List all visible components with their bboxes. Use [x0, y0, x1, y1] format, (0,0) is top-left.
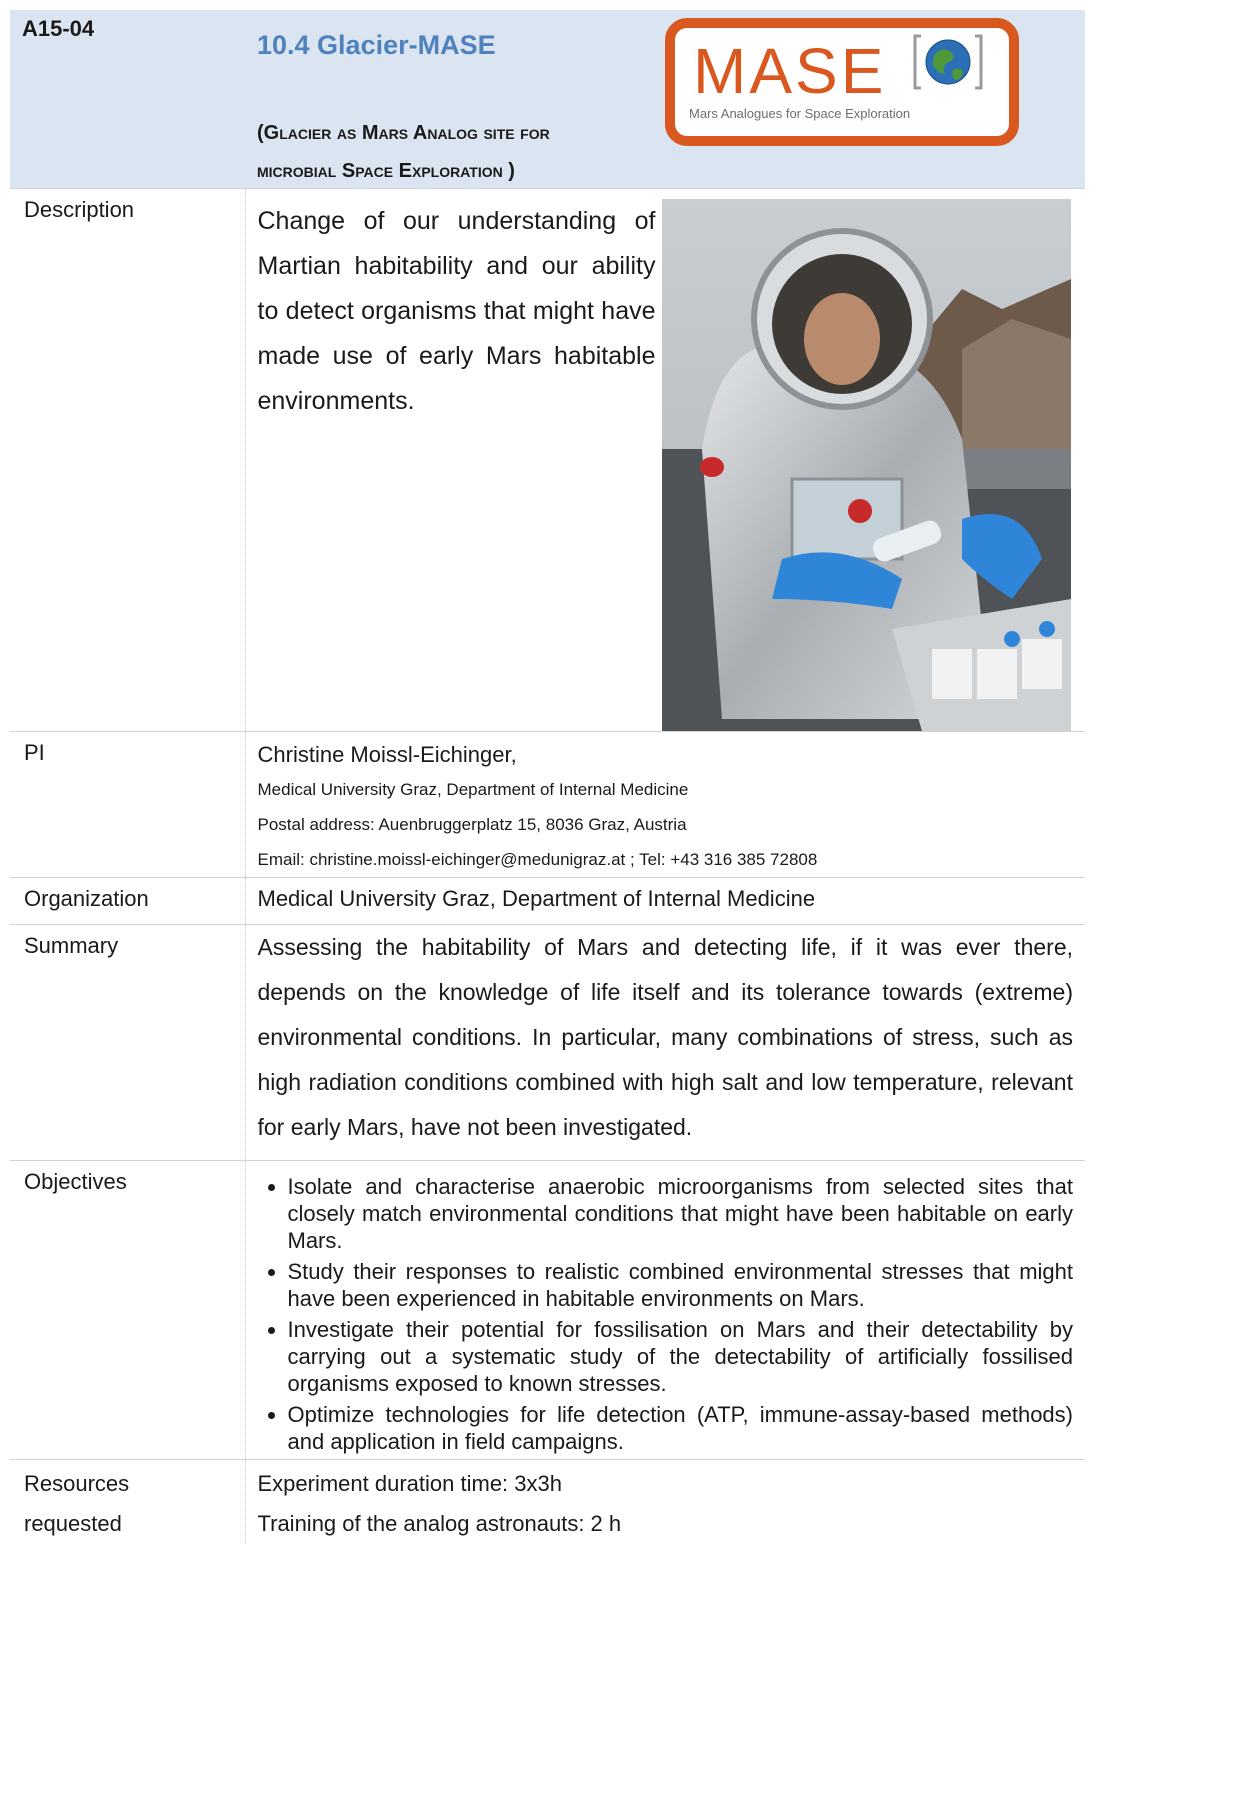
project-subtitle — [257, 114, 667, 190]
objectives-row — [10, 1161, 1085, 1460]
resources-label — [10, 1460, 245, 1545]
pi-contact: Email: christine.moissl-eichinger@medunigraz.at ; Tel: +43 316 385 72808 — [257, 850, 818, 869]
logo-wordmark: MASE — [693, 35, 887, 107]
objectives-cell — [245, 1161, 1085, 1460]
globe-icon — [913, 30, 983, 94]
summary-label: Summary — [10, 925, 245, 1161]
resource-training: Training of the analog astronauts: 2 h — [257, 1511, 622, 1536]
organization-value: Medical University Graz, Department of Internal Medicine — [257, 886, 816, 911]
objective-item: • Optimize technologies for life detection (ATP, immune-assay-based methods) and application in field campaigns. — [288, 1401, 1074, 1455]
description-row — [10, 189, 1085, 732]
resources-label-line-1: Resources — [24, 1471, 130, 1496]
pi-cell — [245, 732, 1085, 878]
resources-cell — [245, 1460, 1085, 1545]
description-label: Description — [10, 189, 245, 732]
astronaut-photo — [662, 199, 1071, 731]
pi-label: PI — [10, 732, 245, 878]
objective-item: • Isolate and characterise anaerobic microorganisms from selected sites that closely match environmental conditions that might have been habitable on early Mars. — [288, 1173, 1074, 1254]
objectives-label: Objectives — [10, 1161, 245, 1460]
objectives-list — [258, 1173, 1074, 1455]
organization-row — [10, 878, 1085, 925]
logo-tagline: Mars Analogues for Space Exploration — [689, 106, 911, 121]
summary-row — [10, 925, 1085, 1161]
summary-cell — [245, 925, 1085, 1161]
pi-affiliation: Medical University Graz, Department of Internal Medicine — [257, 780, 689, 799]
pi-row — [10, 732, 1085, 878]
summary-text: Assessing the habitability of Mars and detecting life, if it was ever there, depends on the knowledge of life itself and its tolerance towards (extreme) environmental conditions. In particular, many combinations of stress, such as high radiation conditions combined with high salt and low temperature, relevant for early Mars, have not been investigated. — [257, 934, 1073, 1140]
description-cell — [245, 189, 1085, 732]
mase-logo — [665, 18, 1019, 146]
project-code: A15-04 — [22, 16, 95, 41]
resource-duration: Experiment duration time: 3x3h — [257, 1471, 562, 1496]
pi-postal-address: Postal address: Auenbruggerplatz 15, 8036 Graz, Austria — [257, 815, 687, 834]
project-table — [10, 10, 1085, 1544]
pi-name: Christine Moissl-Eichinger, — [257, 742, 517, 767]
subtitle-line-2: microbial Space Exploration ) — [257, 160, 515, 182]
project-sheet — [10, 10, 1085, 1544]
resources-row — [10, 1460, 1085, 1545]
description-text: Change of our understanding of Martian habitability and our ability to detect organisms that might have made use of early Mars habitable environments. — [257, 207, 656, 415]
organization-label: Organization — [10, 878, 245, 925]
objective-item: • Study their responses to realistic combined environmental stresses that might have been experienced in habitable environments on Mars. — [288, 1258, 1074, 1312]
header-title-cell — [245, 10, 1085, 189]
organization-cell — [245, 878, 1085, 925]
header-code-cell — [10, 10, 245, 189]
resources-label-line-2: requested — [24, 1511, 122, 1536]
subtitle-line-1: (Glacier as Mars Analog site for — [257, 122, 550, 144]
project-title: 10.4 Glacier-MASE — [257, 30, 496, 60]
objective-item: • Investigate their potential for fossilisation on Mars and their detectability by carrying out a systematic study of the detectability of artificially fossilised organisms exposed to known stresses. — [288, 1316, 1074, 1397]
header-row — [10, 10, 1085, 189]
